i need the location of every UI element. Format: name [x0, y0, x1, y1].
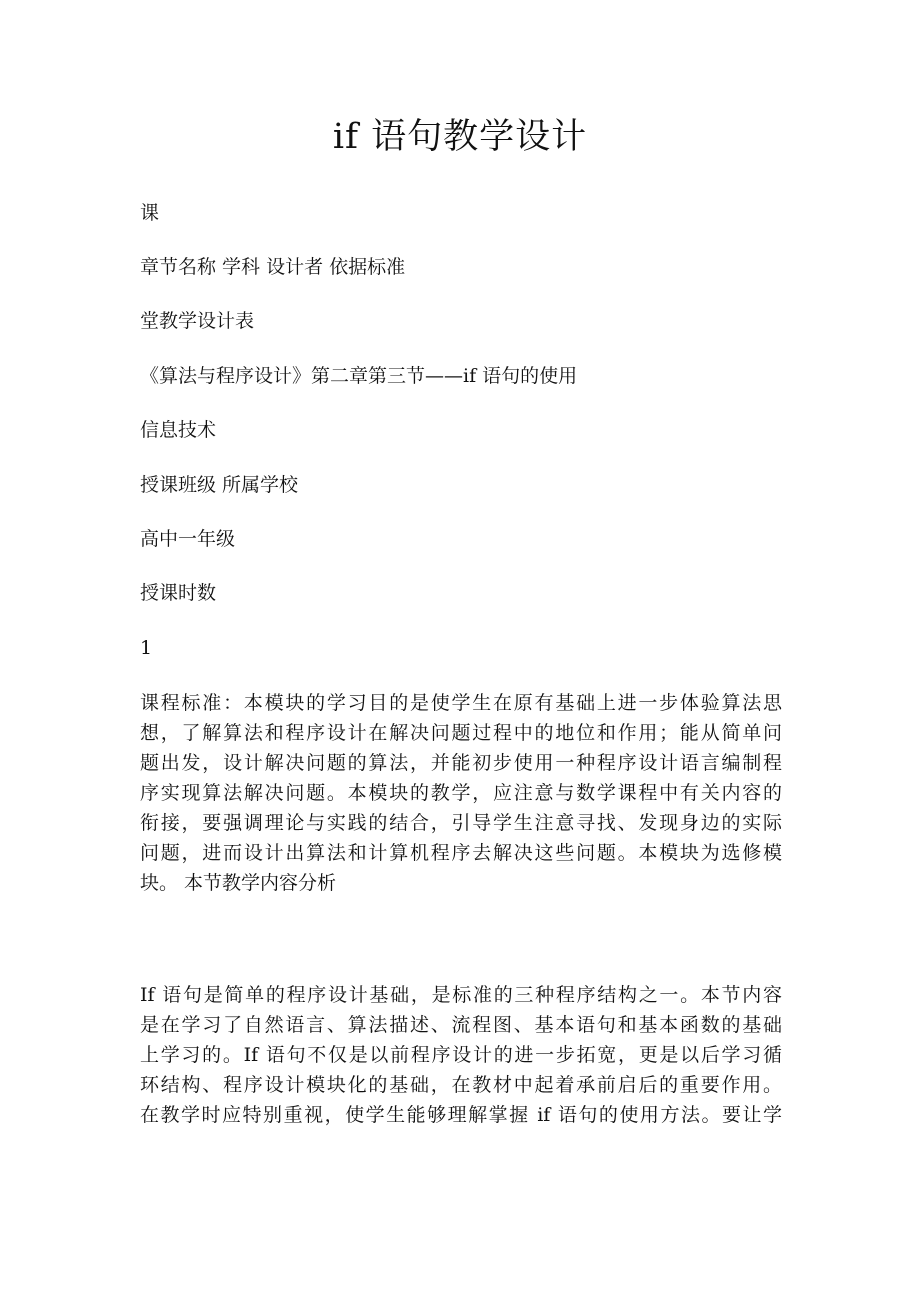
text-line-chapter-name: 《算法与程序设计》第二章第三节——if 语句的使用 — [140, 365, 578, 387]
paragraph-line: 环结构、程序设计模块化的基础，在教材中起着承前启后的重要作用。 — [140, 1074, 782, 1096]
text-line-subject: 信息技术 — [140, 419, 217, 441]
paragraph-line: 想，了解算法和程序设计在解决问题过程中的地位和作用；能从简单问 — [140, 722, 782, 744]
text-line-ke: 课 — [140, 202, 160, 224]
paragraph-line: 课程标准：本模块的学习目的是使学生在原有基础上进一步体验算法思 — [140, 692, 782, 714]
paragraph-line: 上学习的。If 语句不仅是以前程序设计的进一步拓宽，更是以后学习循 — [140, 1044, 782, 1066]
text-line-header-fields: 章节名称 学科 设计者 依据标准 — [140, 256, 406, 278]
paragraph-line: 是在学习了自然语言、算法描述、流程图、基本语句和基本函数的基础 — [140, 1014, 782, 1036]
paragraph-line: 衔接，要强调理论与实践的结合，引导学生注意寻找、发现身边的实际 — [140, 812, 782, 834]
text-line-table-title: 堂教学设计表 — [140, 310, 255, 332]
paragraph-line: 在教学时应特别重视，使学生能够理解掌握 if 语句的使用方法。要让学 — [140, 1104, 782, 1126]
text-line-class-school: 授课班级 所属学校 — [140, 474, 299, 496]
paragraph-content-analysis — [140, 980, 782, 1130]
text-line-grade: 高中一年级 — [140, 528, 236, 550]
document-title: if 语句教学设计 — [332, 117, 588, 157]
text-line-hours-value: 1 — [140, 637, 153, 659]
paragraph-line: 问题，进而设计出算法和计算机程序去解决这些问题。本模块为选修模 — [140, 842, 782, 864]
paragraph-line: If 语句是简单的程序设计基础，是标准的三种程序结构之一。本节内容 — [140, 984, 782, 1006]
paragraph-line: 题出发，设计解决问题的算法，并能初步使用一种程序设计语言编制程 — [140, 752, 782, 774]
text-line-hours-label: 授课时数 — [140, 582, 217, 604]
paragraph-line: 序实现算法解决问题。本模块的教学，应注意与数学课程中有关内容的 — [140, 782, 782, 804]
paragraph-line: 块。 本节教学内容分析 — [140, 872, 337, 894]
paragraph-curriculum-standard — [140, 688, 782, 898]
